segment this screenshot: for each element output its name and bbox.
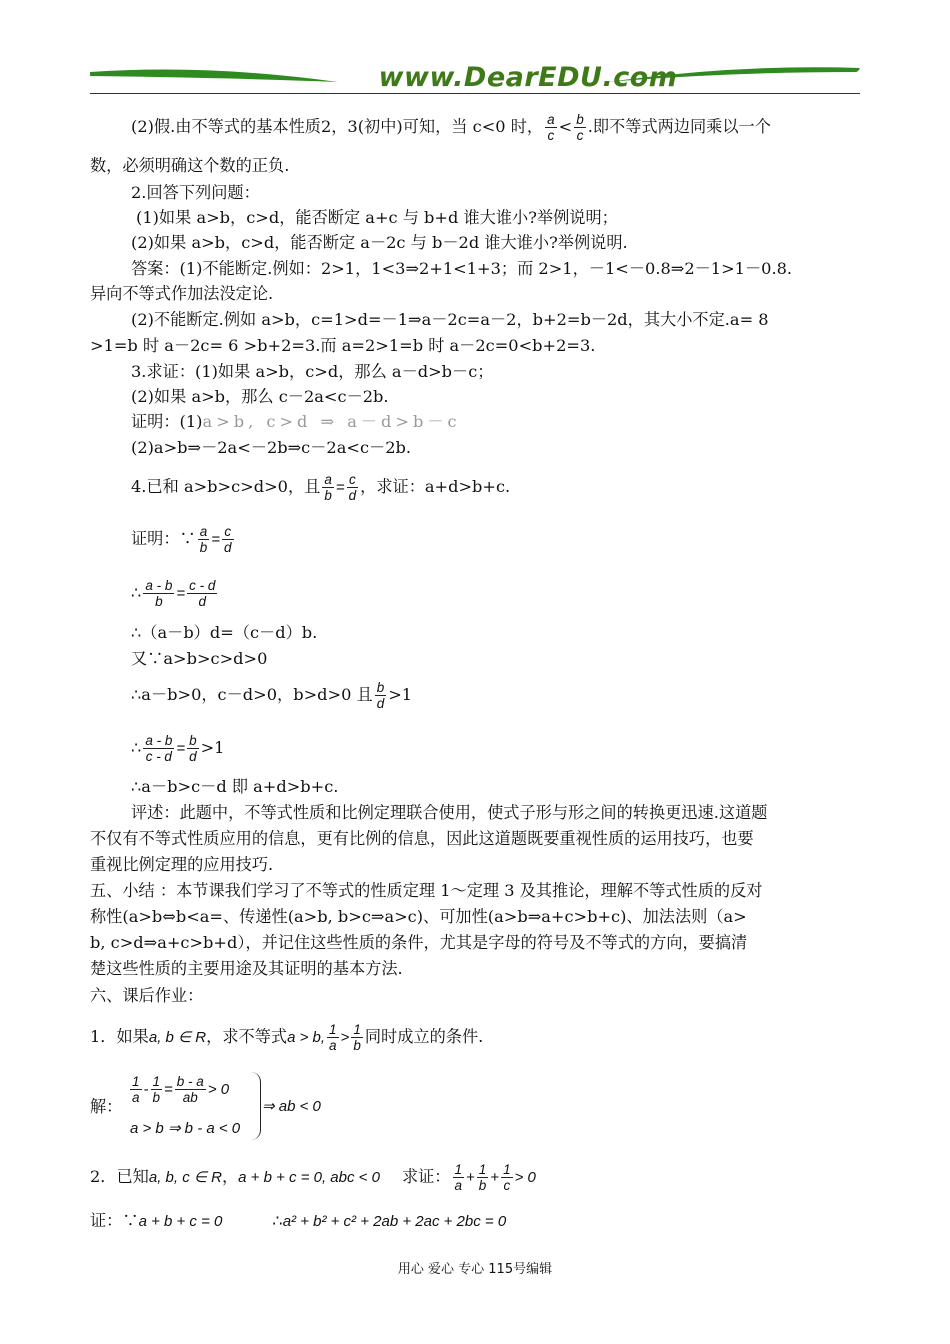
site-logo[interactable]: www.DearEDU.com xyxy=(378,62,678,93)
homework-q1: 1．如果a, b ∈ R，求不等式a > b, $\frac{1}{a}$ > $\frac{1}{b}$ 同时成立的条件. xyxy=(90,1022,484,1053)
comment-line-1: 评述：此题中，不等式性质和比例定理联合使用，使式子形与形之间的转换更迅速.这道题 xyxy=(131,803,768,822)
homework-q2: 2．已知a, b, c ∈ R，a + b + c = 0, abc < 0 求证： $\frac{1}{a}$ + $\frac{1}{b}$ + $\frac{1}{c}$ > 0 xyxy=(90,1162,536,1193)
question-3-2: (2)如果 a>b，那么 c－2a<c－2b. xyxy=(131,387,389,406)
comment-line-3: 重视比例定理的应用技巧. xyxy=(90,855,274,874)
homework-heading: 六、课后作业： xyxy=(90,986,204,1005)
text-line-2: 数，必须明确这个数的正负. xyxy=(90,156,290,175)
question-2-1: (1)如果 a>b，c>d，能否断定 a+c 与 b+d 谁大谁小?举例说明； xyxy=(136,208,618,227)
question-2-2: (2)如果 a>b，c>d，能否断定 a－2c 与 b－2d 谁大谁小?举例说明. xyxy=(131,233,628,252)
question-heading-2: 2.回答下列问题： xyxy=(131,183,260,202)
summary-line-4: 楚这些性质的主要用途及其证明的基本方法. xyxy=(90,959,403,978)
proof-3-2: (2)a>b⇒－2a<－2b⇒c－2a<c－2b. xyxy=(131,438,412,457)
proof-3-1: 证明：(1)a>b, c>d ⇒ a－d>b－c xyxy=(131,412,461,431)
proof-4-step-2: ∴ $\frac{a - b}{b}$ = $\frac{c - d}{d}$ xyxy=(131,578,216,609)
question-4: 4.已和 a>b>c>d>0，且 $\frac{a}{b}$ = $\frac{c}{d}$ ，求证：a+d>b+c. xyxy=(131,472,511,503)
proof-4-step-1: 证明：∵ $\frac{a}{b}$ = $\frac{c}{d}$ xyxy=(131,524,232,555)
proof-4-step-5: ∴a－b>0，c－d>0，b>d>0 且 $\frac{b}{d}$ >1 xyxy=(131,680,413,711)
homework-a1-result: ⇒ ab < 0 xyxy=(262,1098,321,1115)
question-3-1: 3.求证：(1)如果 a>b，c>d，那么 a－d>b－c； xyxy=(131,362,494,381)
right-brace xyxy=(248,1072,261,1140)
answer-line-3: (2)不能断定.例如 a>b，c=1>d=－1⇒a－2c=a－2，b+2=b－2d，其大小不定.a= 8 xyxy=(131,310,769,329)
proof-4-step-3: ∴（a－b）d=（c－d）b. xyxy=(131,623,318,642)
summary-line-3: b, c>d⇒a+c>b+d），并记住这些性质的条件，尤其是字母的符号及不等式的方向，要搞清 xyxy=(90,933,748,952)
summary-line-1: 五、小结 ：本节课我们学习了不等式的性质定理 1～定理 3 及其推论，理解不等式性质的反对 xyxy=(90,881,763,900)
homework-a1-label: 解： xyxy=(90,1097,123,1116)
header-rule xyxy=(90,93,860,94)
header-banner xyxy=(88,60,862,100)
page-footer: 用心 爱心 专心 115号编辑 xyxy=(397,1262,553,1277)
text-line-1: (2)假.由不等式的基本性质2，3(初中)可知，当 c<0 时， $\frac{a}{c}$ < $\frac{b}{c}$ .即不等式两边同乘以一个 xyxy=(131,112,771,143)
comment-line-2: 不仅有不等式性质应用的信息，更有比例的信息，因此这道题既要重视性质的运用技巧，也要 xyxy=(90,829,754,848)
homework-a2: 证：∵a + b + c = 0 ∴a² + b² + c² + 2ab + 2ac + 2bc = 0 xyxy=(90,1211,507,1230)
homework-a1-row-2: a > b ⇒ b - a < 0 xyxy=(130,1120,241,1137)
homework-a1-row-1: $\frac{1}{a}$ - $\frac{1}{b}$ = $\frac{b - a}{ab}$ > 0 xyxy=(132,1074,230,1105)
summary-line-2: 称性(a>b⇔b<a=、传递性(a>b, b>c⇒a>c)、可加性(a>b⇒a+c>b+c)、加法法则（a> xyxy=(90,907,747,926)
proof-4-step-4: 又∵a>b>c>d>0 xyxy=(131,649,268,668)
answer-line-1: 答案：(1)不能断定.例如：2>1，1<3⇒2+1<1+3；而 2>1，－1<－0.8⇒2－1>1－0.8. xyxy=(131,259,793,278)
answer-line-2: 异向不等式作加法没定论. xyxy=(90,284,274,303)
proof-4-step-7: ∴a－b>c－d 即 a+d>b+c. xyxy=(131,777,339,796)
proof-4-step-6: ∴ $\frac{a - b}{c - d}$ = $\frac{b}{d}$ >1 xyxy=(131,733,225,764)
answer-line-4: >1=b 时 a－2c= 6 >b+2=3.而 a=2>1=b 时 a－2c=0<b+2=3. xyxy=(90,336,596,355)
